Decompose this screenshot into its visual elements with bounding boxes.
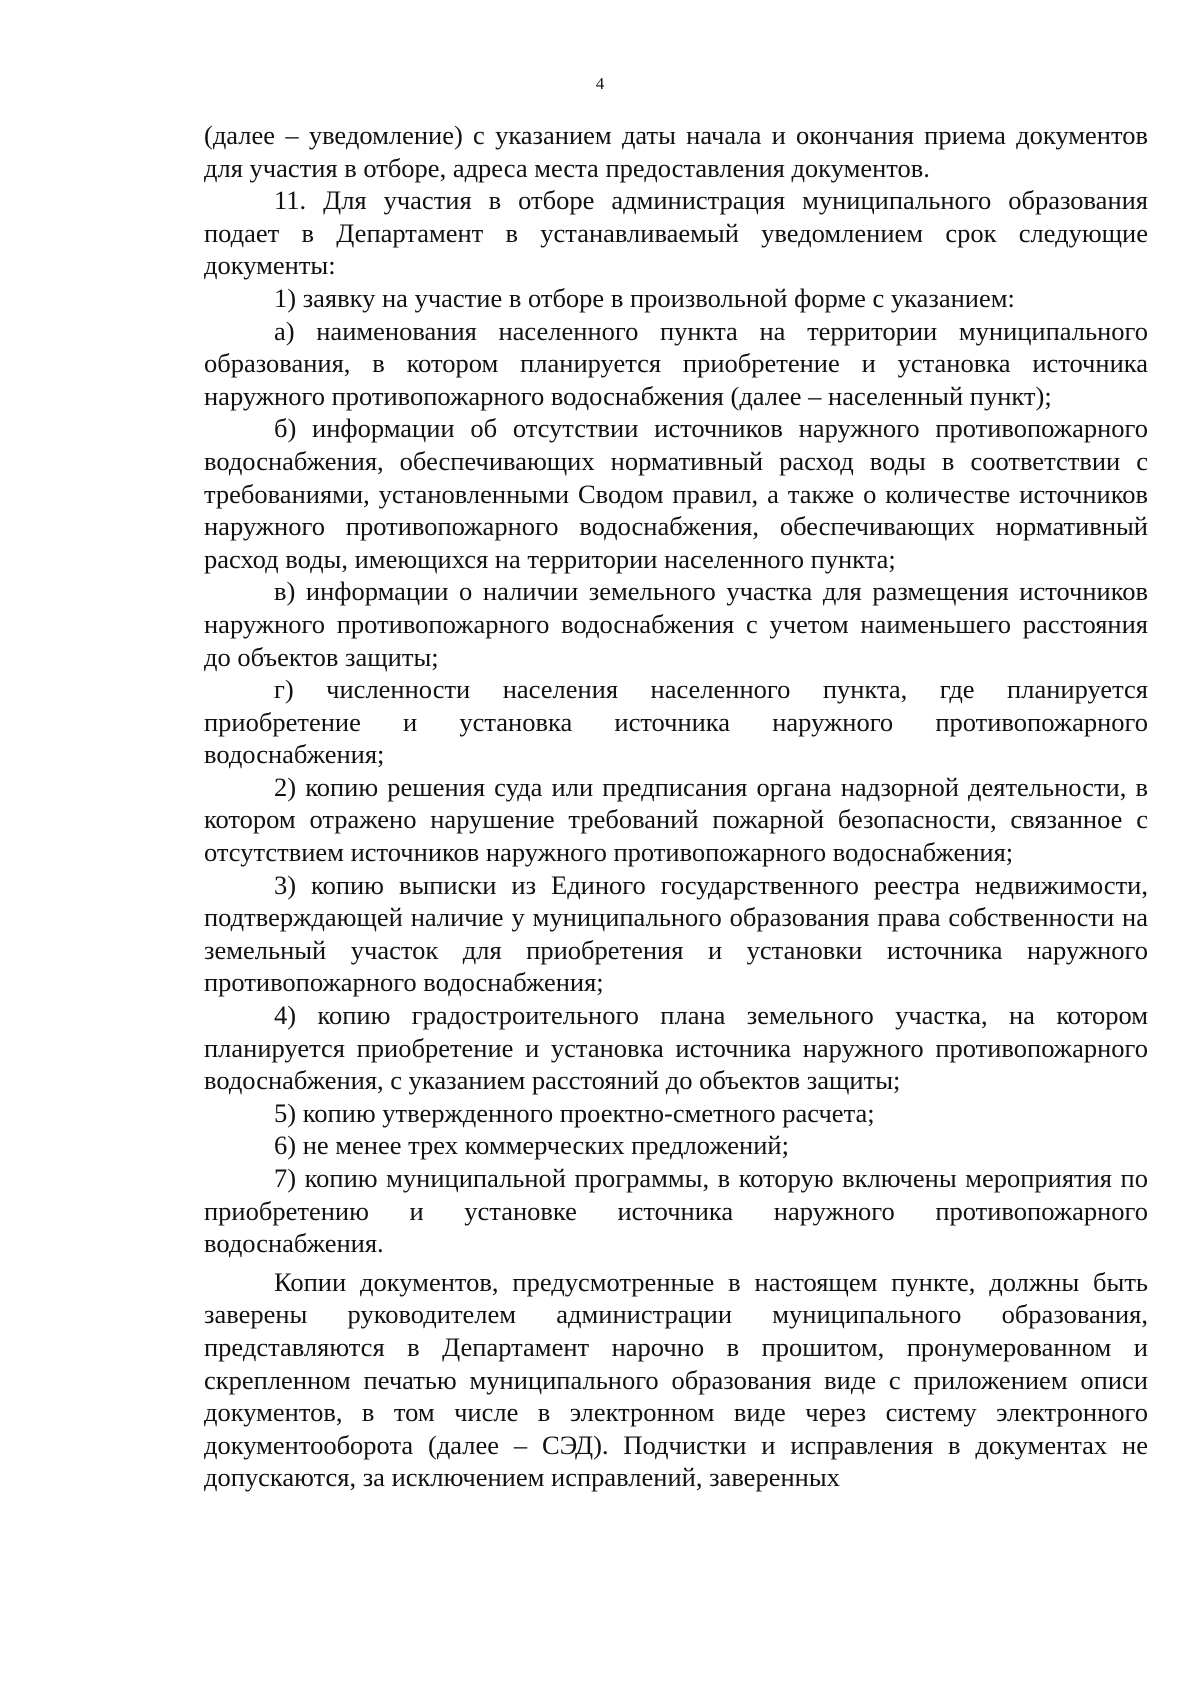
paragraph-subitem-6: 6) не менее трех коммерческих предложений; (274, 1130, 789, 1161)
paragraph-subitem-b: б) информации об отсутствии источников наружного противопожарного водоснабжения, обеспечивающих нормативный расход воды в соответствии с требованиями, установленными Сводом правил, а также о количестве источников наружного противопожарного водоснабжения, обеспечивающих нормативный расход воды, имеющихся на территории населенного пункта; (204, 413, 1148, 574)
paragraph-subitem-a: а) наименования населенного пункта на территории муниципального образования, в котором планируется приобретение и установка источника наружного противопожарного водоснабжения (далее – населенный пункт); (204, 315, 1148, 411)
paragraph-subitem-v: в) информации о наличии земельного участка для размещения источников наружного противопожарного водоснабжения с учетом наименьшего расстояния до объектов защиты; (204, 576, 1148, 672)
page-number: 4 (595, 74, 605, 93)
paragraph-document-copies: Копии документов, предусмотренные в настоящем пункте, должны быть заверены руководителем администрации муниципального образования, представляются в Департамент нарочно в прошитом, пронумерованном и скрепленном печатью муниципального образования виде с приложением описи документов, в том числе в электронном виде через систему электронного документооборота (далее – СЭД). Подчистки и исправления в документах не допускаются, за исключением исправлений, заверенных (204, 1266, 1148, 1493)
paragraph-continuation: (далее – уведомление) с указанием даты начала и окончания приема документов для участия в отборе, адреса места предоставления документов. (204, 120, 1148, 183)
paragraph-subitem-g: г) численности населения населенного пункта, где планируется приобретение и установка источника наружного противопожарного водоснабжения; (204, 674, 1148, 770)
paragraph-subitem-5: 5) копию утвержденного проектно-сметного расчета; (274, 1097, 875, 1128)
paragraph-subitem-2: 2) копию решения суда или предписания органа надзорной деятельности, в котором отражено нарушение требований пожарной безопасности, связанное с отсутствием источников наружного противопожарного водоснабжения; (204, 771, 1148, 868)
paragraph-subitem-4: 4) копию градостроительного плана земельного участка, на котором планируется приобретение и установка источника наружного противопожарного водоснабжения, с указанием расстояний до объектов защиты; (204, 1000, 1148, 1096)
paragraph-subitem-7: 7) копию муниципальной программы, в которую включены мероприятия по приобретению и установке источника наружного противопожарного водоснабжения. (204, 1163, 1148, 1259)
paragraph-item-11: 11. Для участия в отборе администрация муниципального образования подает в Департамент в устанавливаемый уведомлением срок следующие документы: (204, 185, 1148, 281)
document-body (204, 119, 1148, 1494)
paragraph-subitem-3: 3) копию выписки из Единого государственного реестра недвижимости, подтверждающей наличие у муниципального образования права собственности на земельный участок для приобретения и установки источника наружного противопожарного водоснабжения; (204, 869, 1148, 998)
paragraph-subitem-1: 1) заявку на участие в отборе в произвольной форме с указанием: (274, 282, 1015, 313)
